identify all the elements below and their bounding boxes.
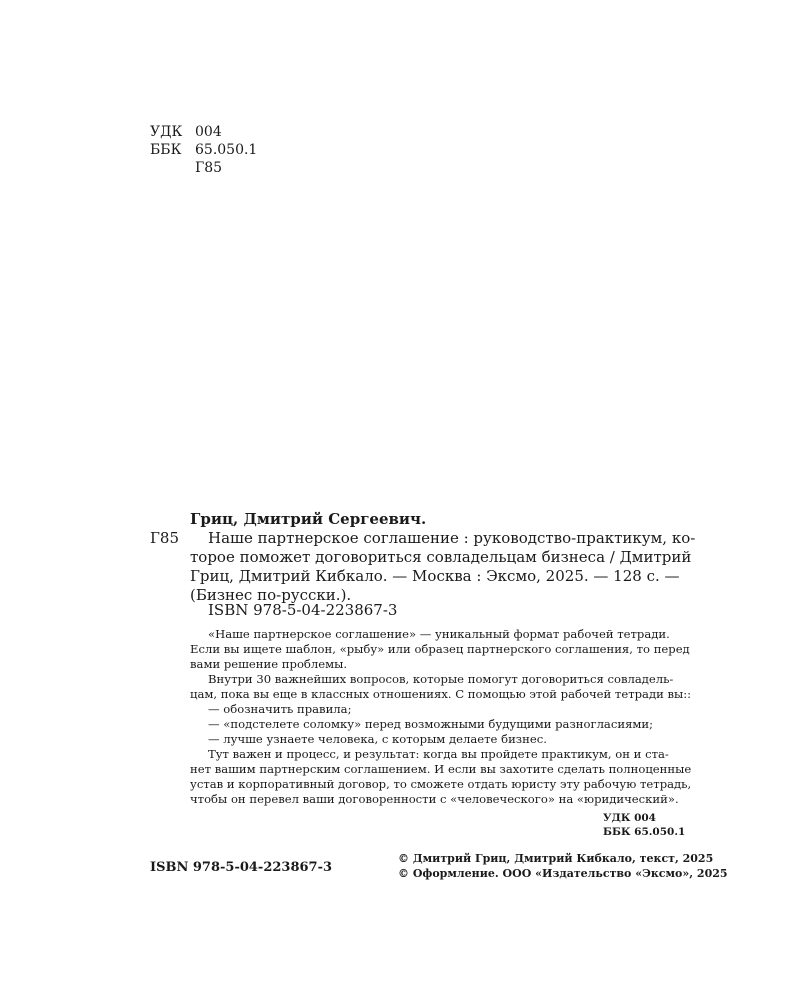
bbk-value: 65.050.1 xyxy=(195,142,258,158)
record-author: Гриц, Дмитрий Сергеевич. xyxy=(190,510,427,528)
annotation-line: вами решение проблемы. xyxy=(190,657,348,671)
record-line: Наше партнерское соглашение : руководство-практикум, ко- xyxy=(208,529,696,547)
copyright-design: © Оформление. ООО «Издательство «Эксмо», 2025 xyxy=(398,867,728,880)
annotation-line: цам, пока вы еще в классных отношениях. С помощью этой рабочей тетради вы:: xyxy=(190,687,692,701)
annotation-line: — обозначить правила; xyxy=(208,702,352,716)
record-line: Гриц, Дмитрий Кибкало. — Москва : Эксмо, 2025. — 128 с. — xyxy=(190,567,680,585)
annotation-line: устав и корпоративный договор, то сможете отдать юристу эту рабочую тетрадь, xyxy=(190,777,692,791)
author-mark: Г85 xyxy=(195,160,223,176)
footer-isbn: ISBN 978-5-04-223867-3 xyxy=(150,860,333,875)
record-isbn: ISBN 978-5-04-223867-3 xyxy=(208,601,398,619)
annotation-line: Если вы ищете шаблон, «рыбу» или образец партнерского соглашения, то перед xyxy=(190,642,690,656)
annotation-line: Внутри 30 важнейших вопросов, которые помогут договориться совладель- xyxy=(208,672,674,686)
record-line: торое поможет договориться совладельцам бизнеса / Дмитрий xyxy=(190,548,692,566)
annotation-line: нет вашим партнерским соглашением. И если вы захотите сделать полноценные xyxy=(190,762,692,776)
udk-value: 004 xyxy=(195,124,222,140)
bottom-udk: УДК 004 xyxy=(603,812,656,824)
record-author-mark: Г85 xyxy=(150,529,180,547)
annotation-line: чтобы он перевел ваши договоренности с «человеческого» на «юридический». xyxy=(190,792,679,806)
annotation-line: — лучше узнаете человека, с которым делаете бизнес. xyxy=(208,732,547,746)
annotation-line: «Наше партнерское соглашение» — уникальный формат рабочей тетради. xyxy=(208,627,670,641)
bottom-bbk: ББК 65.050.1 xyxy=(603,826,686,838)
copyright-text: © Дмитрий Гриц, Дмитрий Кибкало, текст, 2025 xyxy=(398,852,714,865)
udk-label: УДК xyxy=(150,124,183,140)
record-line: (Бизнес по-русски.). xyxy=(190,586,352,604)
annotation-line: — «подстелете соломку» перед возможными будущими разногласиями; xyxy=(208,717,654,731)
annotation-line: Тут важен и процесс, и результат: когда вы пройдете практикум, он и ста- xyxy=(208,747,669,761)
bbk-label: ББК xyxy=(150,142,182,158)
